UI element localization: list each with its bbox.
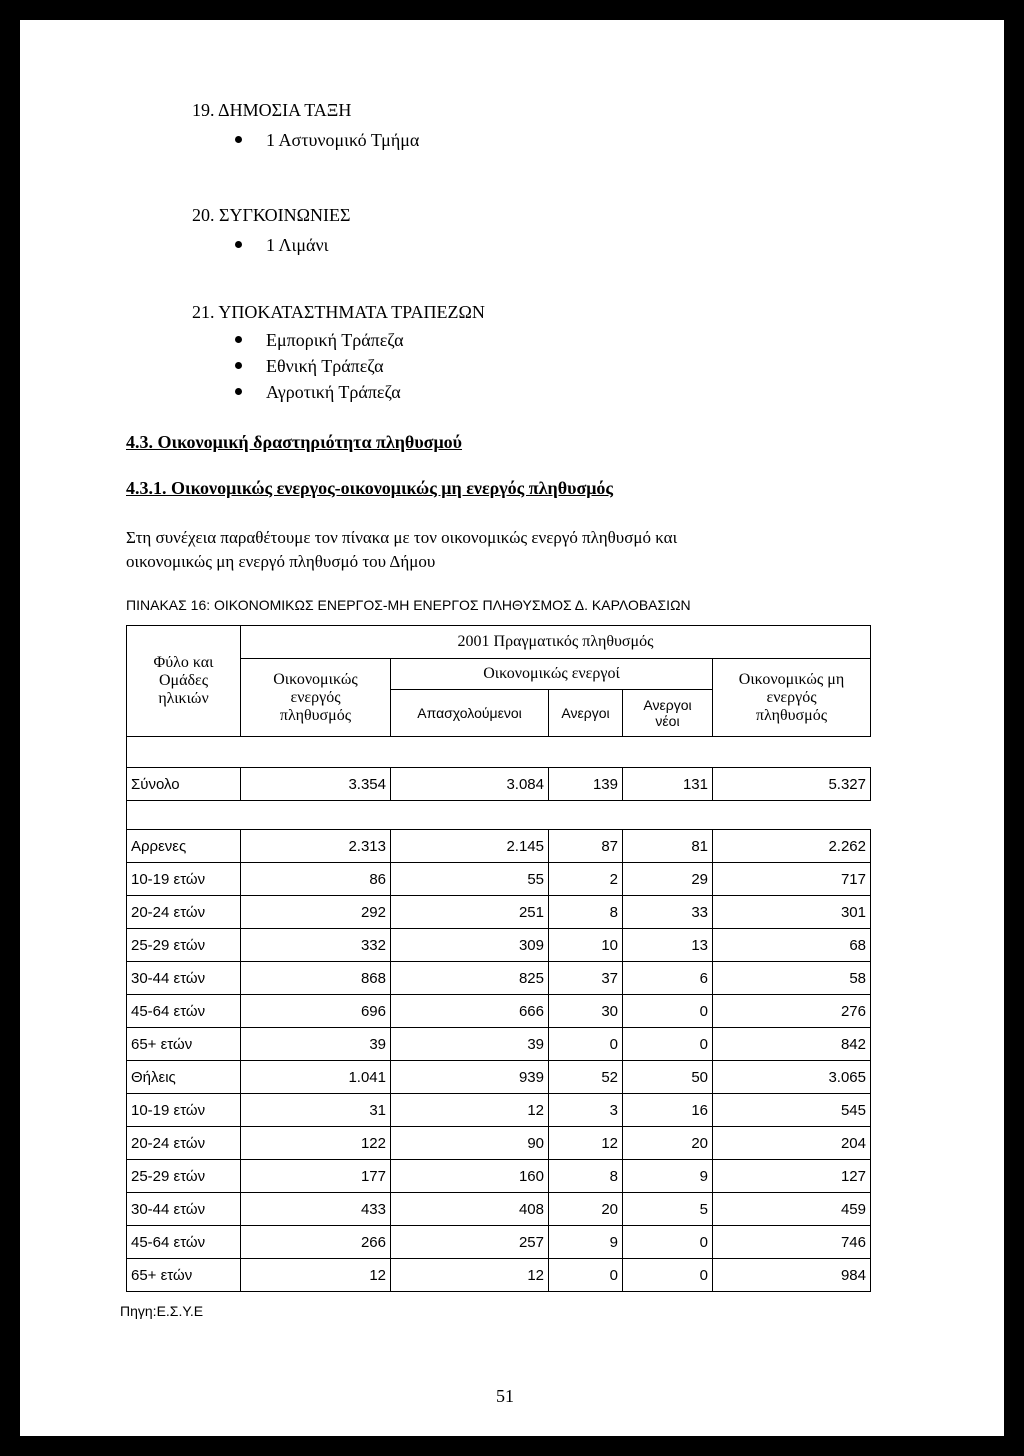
cell-inactive: 68 [713, 929, 871, 962]
cell-young-unemployed: 9 [623, 1160, 713, 1193]
cell-young-unemployed: 0 [623, 995, 713, 1028]
cell-young-unemployed: 6 [623, 962, 713, 995]
table-row [127, 1160, 871, 1193]
table-row [127, 995, 871, 1028]
cell-unemployed: 139 [549, 768, 623, 801]
cell-employed: 825 [391, 962, 549, 995]
table-row [127, 1226, 871, 1259]
row-label: Σύνολο [127, 768, 241, 801]
header-unemployed: Ανεργοι [549, 690, 623, 737]
spacer-row [127, 737, 871, 768]
cell-unemployed: 8 [549, 896, 623, 929]
cell-young-unemployed: 20 [623, 1127, 713, 1160]
cell-active: 292 [241, 896, 391, 929]
document-page [20, 20, 1004, 1436]
cell-young-unemployed: 0 [623, 1259, 713, 1292]
cell-active: 86 [241, 863, 391, 896]
row-label: Θήλεις [127, 1061, 241, 1094]
heading-4-3-1: 4.3.1. Οικονομικώς ενεργος-οικονομικώς μη ενεργός πληθυσμός [126, 478, 614, 498]
row-label: 25-29 ετών [127, 929, 241, 962]
section-20-item: 1 Λιμάνι [235, 235, 328, 256]
cell-unemployed: 12 [549, 1127, 623, 1160]
section-21-item: Εμπορική Τράπεζα [235, 330, 404, 351]
cell-inactive: 204 [713, 1127, 871, 1160]
section-21-item: Αγροτική Τράπεζα [235, 382, 401, 403]
row-label: 45-64 ετών [127, 1226, 241, 1259]
cell-unemployed: 30 [549, 995, 623, 1028]
cell-young-unemployed: 13 [623, 929, 713, 962]
table-row [127, 896, 871, 929]
cell-active: 266 [241, 1226, 391, 1259]
spacer-row [127, 801, 871, 830]
cell-unemployed: 20 [549, 1193, 623, 1226]
cell-inactive: 301 [713, 896, 871, 929]
cell-young-unemployed: 33 [623, 896, 713, 929]
row-label: 30-44 ετών [127, 1193, 241, 1226]
cell-unemployed: 10 [549, 929, 623, 962]
cell-inactive: 127 [713, 1160, 871, 1193]
row-label: 65+ ετών [127, 1028, 241, 1061]
header-economically-active: Οικονομικώς ενεργοί [391, 659, 713, 690]
cell-employed: 939 [391, 1061, 549, 1094]
cell-unemployed: 52 [549, 1061, 623, 1094]
intro-paragraph: Στη συνέχεια παραθέτουμε τον πίνακα με τον οικονομικώς ενεργό πληθυσμό και οικονομικώς μη ενεργό πληθυσμό του Δήμου [126, 528, 678, 571]
cell-employed: 160 [391, 1160, 549, 1193]
cell-active: 2.313 [241, 830, 391, 863]
cell-young-unemployed: 81 [623, 830, 713, 863]
cell-employed: 12 [391, 1259, 549, 1292]
cell-unemployed: 0 [549, 1259, 623, 1292]
source-note: Πηγη:Ε.Σ.Υ.Ε [120, 1303, 204, 1319]
table-body [127, 830, 871, 1292]
cell-unemployed: 0 [549, 1028, 623, 1061]
cell-inactive: 58 [713, 962, 871, 995]
header-group-age: Φύλο και Ομάδες ηλικιών [127, 626, 241, 737]
cell-active: 3.354 [241, 768, 391, 801]
cell-inactive: 459 [713, 1193, 871, 1226]
cell-active: 122 [241, 1127, 391, 1160]
cell-young-unemployed: 29 [623, 863, 713, 896]
table-row [127, 1193, 871, 1226]
header-inactive-population: Οικονομικώς μη ενεργός πληθυσμός [713, 659, 871, 737]
cell-unemployed: 87 [549, 830, 623, 863]
table-row [127, 1094, 871, 1127]
table-caption: ΠΙΝΑΚΑΣ 16: ΟΙΚΟΝΟΜΙΚΩΣ ΕΝΕΡΓΟΣ-ΜΗ ΕΝΕΡΓΟΣ ΠΛΗΘΥΣΜΟΣ Δ. ΚΑΡΛΟΒΑΣΙΩΝ [126, 597, 691, 613]
cell-young-unemployed: 0 [623, 1226, 713, 1259]
cell-active: 433 [241, 1193, 391, 1226]
row-label: 25-29 ετών [127, 1160, 241, 1193]
cell-inactive: 5.327 [713, 768, 871, 801]
row-label: 10-19 ετών [127, 863, 241, 896]
total-row [127, 768, 871, 801]
table-row [127, 929, 871, 962]
cell-inactive: 746 [713, 1226, 871, 1259]
page-number: 51 [496, 1386, 514, 1406]
bullet-icon [235, 241, 242, 248]
cell-inactive: 276 [713, 995, 871, 1028]
cell-employed: 666 [391, 995, 549, 1028]
cell-active: 177 [241, 1160, 391, 1193]
row-label: 65+ ετών [127, 1259, 241, 1292]
cell-employed: 408 [391, 1193, 549, 1226]
row-label: 45-64 ετών [127, 995, 241, 1028]
row-label: 20-24 ετών [127, 1127, 241, 1160]
cell-active: 31 [241, 1094, 391, 1127]
header-young-unemployed: Ανεργοι νέοι [623, 690, 713, 737]
cell-employed: 12 [391, 1094, 549, 1127]
row-label: 30-44 ετών [127, 962, 241, 995]
table-row [127, 830, 871, 863]
cell-young-unemployed: 16 [623, 1094, 713, 1127]
cell-active: 868 [241, 962, 391, 995]
cell-employed: 2.145 [391, 830, 549, 863]
cell-active: 696 [241, 995, 391, 1028]
table-row [127, 1127, 871, 1160]
cell-inactive: 717 [713, 863, 871, 896]
header-employed: Απασχολούμενοι [391, 690, 549, 737]
cell-active: 12 [241, 1259, 391, 1292]
cell-inactive: 3.065 [713, 1061, 871, 1094]
cell-unemployed: 9 [549, 1226, 623, 1259]
bullet-icon [235, 136, 242, 143]
cell-employed: 55 [391, 863, 549, 896]
table-row [127, 1259, 871, 1292]
heading-4-3: 4.3. Οικονομική δραστηριότητα πληθυσμού [126, 432, 463, 452]
cell-active: 1.041 [241, 1061, 391, 1094]
section-19-item: 1 Αστυνομικό Τμήμα [235, 130, 419, 151]
cell-unemployed: 3 [549, 1094, 623, 1127]
cell-inactive: 545 [713, 1094, 871, 1127]
section-21-title: 21. ΥΠΟΚΑΤΑΣΤΗΜΑΤΑ ΤΡΑΠΕΖΩΝ [192, 302, 485, 322]
table-row [127, 962, 871, 995]
cell-employed: 39 [391, 1028, 549, 1061]
table-row [127, 1028, 871, 1061]
cell-young-unemployed: 50 [623, 1061, 713, 1094]
row-label: Αρρενες [127, 830, 241, 863]
header-row-1 [127, 626, 871, 659]
table-row [127, 1061, 871, 1094]
table-row [127, 863, 871, 896]
cell-employed: 257 [391, 1226, 549, 1259]
section-20-title: 20. ΣΥΓΚΟΙΝΩΝΙΕΣ [192, 205, 351, 225]
cell-employed: 309 [391, 929, 549, 962]
cell-active: 39 [241, 1028, 391, 1061]
cell-active: 332 [241, 929, 391, 962]
cell-inactive: 842 [713, 1028, 871, 1061]
cell-young-unemployed: 131 [623, 768, 713, 801]
cell-young-unemployed: 5 [623, 1193, 713, 1226]
cell-inactive: 2.262 [713, 830, 871, 863]
row-label: 20-24 ετών [127, 896, 241, 929]
header-active-population: Οικονομικώς ενεργός πληθυσμός [241, 659, 391, 737]
section-21-item: Εθνική Τράπεζα [235, 356, 384, 377]
cell-inactive: 984 [713, 1259, 871, 1292]
section-19-title: 19. ΔΗΜΟΣΙΑ ΤΑΞΗ [192, 100, 352, 120]
cell-employed: 3.084 [391, 768, 549, 801]
cell-employed: 90 [391, 1127, 549, 1160]
cell-unemployed: 2 [549, 863, 623, 896]
header-2001-population: 2001 Πραγματικός πληθυσμός [241, 626, 871, 659]
bullet-icon [235, 388, 242, 395]
cell-employed: 251 [391, 896, 549, 929]
cell-unemployed: 8 [549, 1160, 623, 1193]
cell-young-unemployed: 0 [623, 1028, 713, 1061]
cell-unemployed: 37 [549, 962, 623, 995]
bullet-icon [235, 336, 242, 343]
bullet-icon [235, 362, 242, 369]
row-label: 10-19 ετών [127, 1094, 241, 1127]
population-table [126, 625, 871, 1292]
